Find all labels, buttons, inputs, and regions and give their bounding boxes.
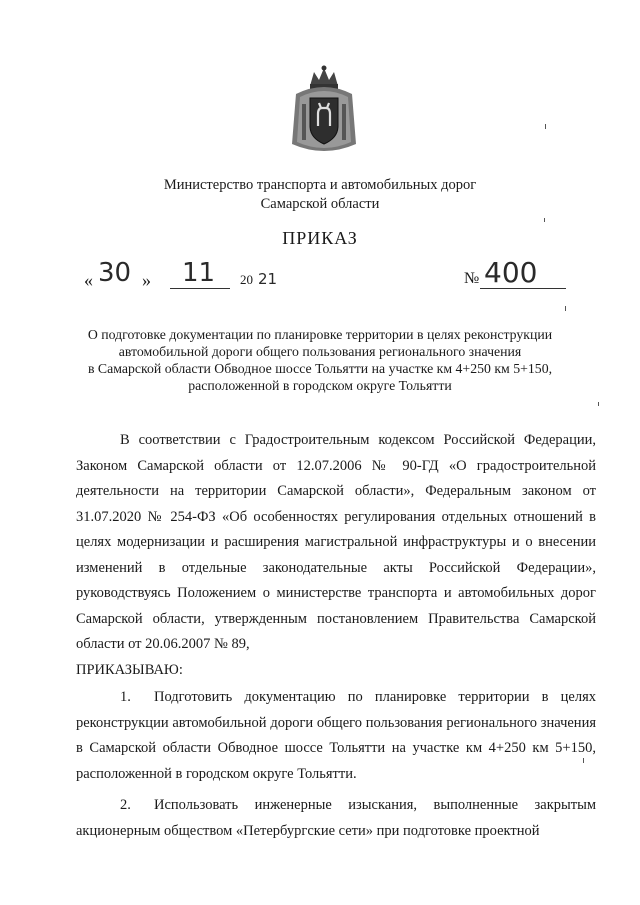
- quote-open: «: [84, 270, 93, 290]
- order-day: 30: [98, 258, 132, 288]
- order-date-number-row: [84, 258, 564, 294]
- order-title: ПРИКАЗ: [282, 228, 358, 248]
- order-month: 11: [182, 258, 216, 288]
- year-suffix: 21: [258, 270, 278, 288]
- item-2-number: 2.: [120, 797, 131, 813]
- command-word: ПРИКАЗЫВАЮ:: [76, 661, 183, 678]
- year-prefix: 20: [240, 272, 253, 287]
- order-subject: [60, 326, 580, 394]
- quote-close: »: [142, 270, 151, 290]
- coat-of-arms-icon: [288, 64, 360, 158]
- number-underline: [480, 288, 566, 289]
- scan-speck: [598, 402, 599, 406]
- number-sign: №: [464, 270, 480, 287]
- order-number: 400: [484, 256, 538, 289]
- scan-speck: [565, 306, 566, 311]
- item-1-text: Подготовить документацию по планировке территории в целях реконструкции автомобильной дороги общего пользования регионального значения в Самарской области Обводное шоссе Тольятти на участке км 4+250 км 5+150, расположенной в городском округе Тольятти.: [76, 689, 596, 782]
- item-1: [76, 685, 596, 787]
- month-underline: [170, 288, 230, 289]
- scan-speck: [545, 124, 546, 129]
- ministry-line-2: Самарской области: [260, 196, 380, 212]
- subject-line-3: в Самарской области Обводное шоссе Тольятти на участке км 4+250 км 5+150,: [87, 361, 553, 376]
- item-2-text: Использовать инженерные изыскания, выполненные закрытым акционерным обществом «Петербургские сети» при подготовке проектной: [76, 797, 596, 839]
- scan-speck: [544, 218, 545, 222]
- subject-line-4: расположенной в городском округе Тольятти: [188, 378, 452, 393]
- order-body: [76, 428, 596, 844]
- ministry-line-1: Министерство транспорта и автомобильных дорог: [163, 177, 477, 193]
- subject-line-2: автомобильной дороги общего пользования регионального значения: [118, 344, 522, 359]
- item-1-number: 1.: [120, 689, 131, 705]
- item-2: [76, 793, 596, 844]
- ministry-name: [0, 176, 640, 214]
- scan-speck: [583, 758, 584, 763]
- preamble-paragraph: В соответствии с Градостроительным кодексом Российской Федерации, Законом Самарской области от 12.07.2006 № 90-ГД «О градостроительной деятельности на территории Самарской области», Федеральным законом от 31.07.2020 № 254-ФЗ «Об особенностях регулирования отдельных отношений в целях модернизации и расширения магистральной инфраструктуры и о внесении изменений в отдельные законодательные акты Российской Федерации», руководствуясь Положением о министерстве транспорта и автомобильных дорог Самарской области, утвержденным постановлением Правительства Самарской области от 20.06.2007 № 89,: [76, 432, 596, 652]
- subject-line-1: О подготовке документации по планировке территории в целях реконструкции: [87, 327, 553, 342]
